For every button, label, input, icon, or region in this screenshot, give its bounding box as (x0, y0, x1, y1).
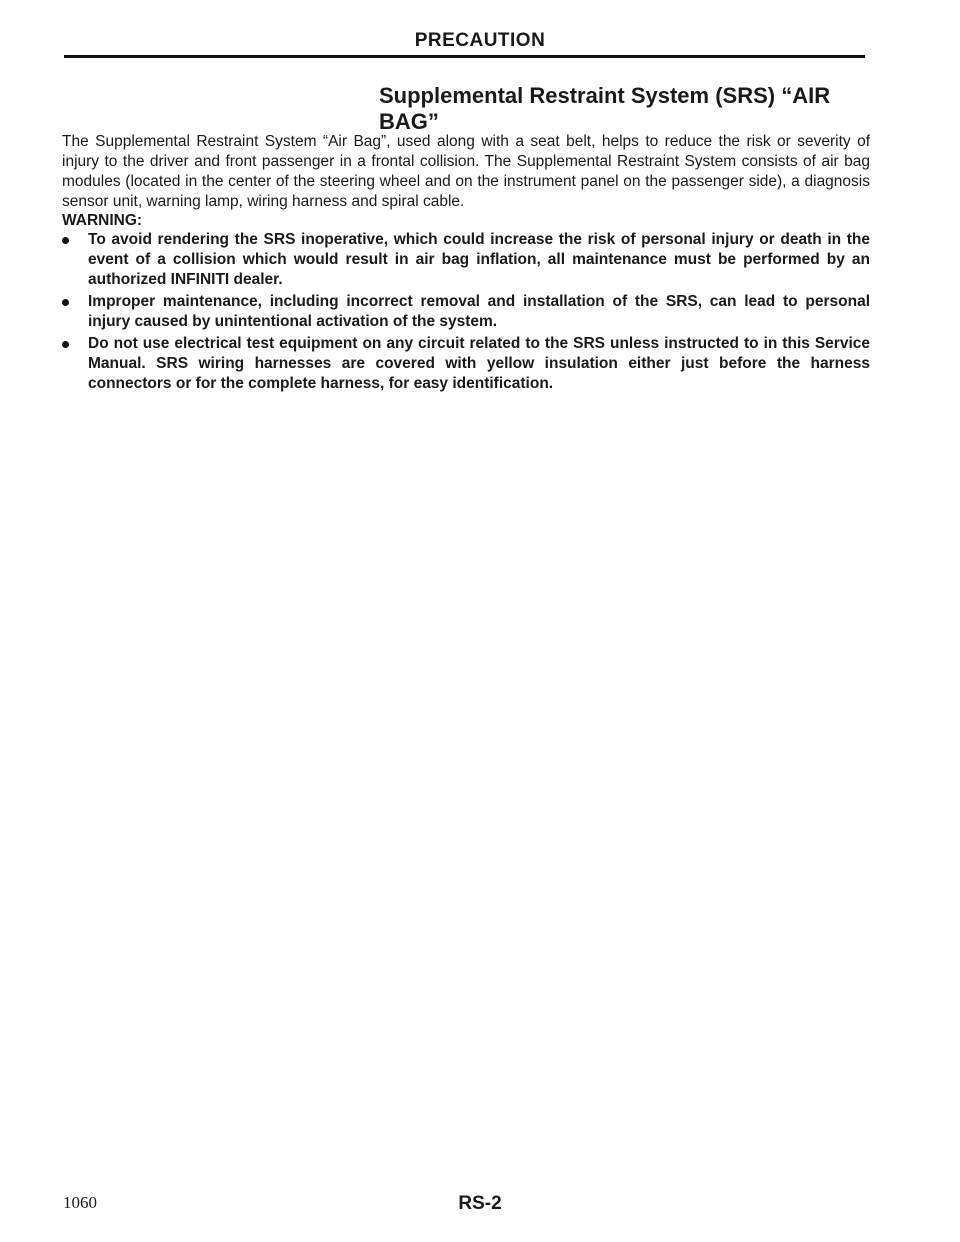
warning-label: WARNING: (62, 212, 143, 229)
warning-text: Do not use electrical test equipment on any circuit related to the SRS unless instructed to in this Service Manual. SRS wiring harnesses are covered with yellow insulation either just before the harness connectors or for the complete harness, for easy identification. (88, 335, 870, 392)
section-heading: Supplemental Restraint System (SRS) “AIR BAG” (379, 83, 831, 134)
warning-item (62, 230, 870, 290)
warning-item (62, 334, 870, 394)
header-divider (64, 55, 865, 58)
bullet-icon (62, 341, 69, 348)
page-number: 1060 (63, 1193, 97, 1212)
warning-text: To avoid rendering the SRS inoperative, which could increase the risk of personal injury or death in the event of a collision which would result in air bag inflation, all maintenance must be performed by an authorized INFINITI dealer. (88, 231, 870, 288)
warning-item (62, 292, 870, 332)
page-code: RS-2 (458, 1193, 502, 1214)
bullet-icon (62, 299, 69, 306)
intro-paragraph: The Supplemental Restraint System “Air Bag”, used along with a seat belt, helps to reduce the risk or severity of injury to the driver and front passenger in a frontal collision. The Supplemental Restraint System consists of air bag modules (located in the center of the steering wheel and on the instrument panel on the passenger side), a diagnosis sensor unit, warning lamp, wiring harness and spiral cable. (62, 133, 870, 210)
warning-text: Improper maintenance, including incorrect removal and installation of the SRS, can lead to personal injury caused by unintentional activation of the system. (88, 293, 870, 330)
bullet-icon (62, 237, 69, 244)
page-header-title: PRECAUTION (414, 30, 546, 51)
warning-list (62, 230, 870, 396)
